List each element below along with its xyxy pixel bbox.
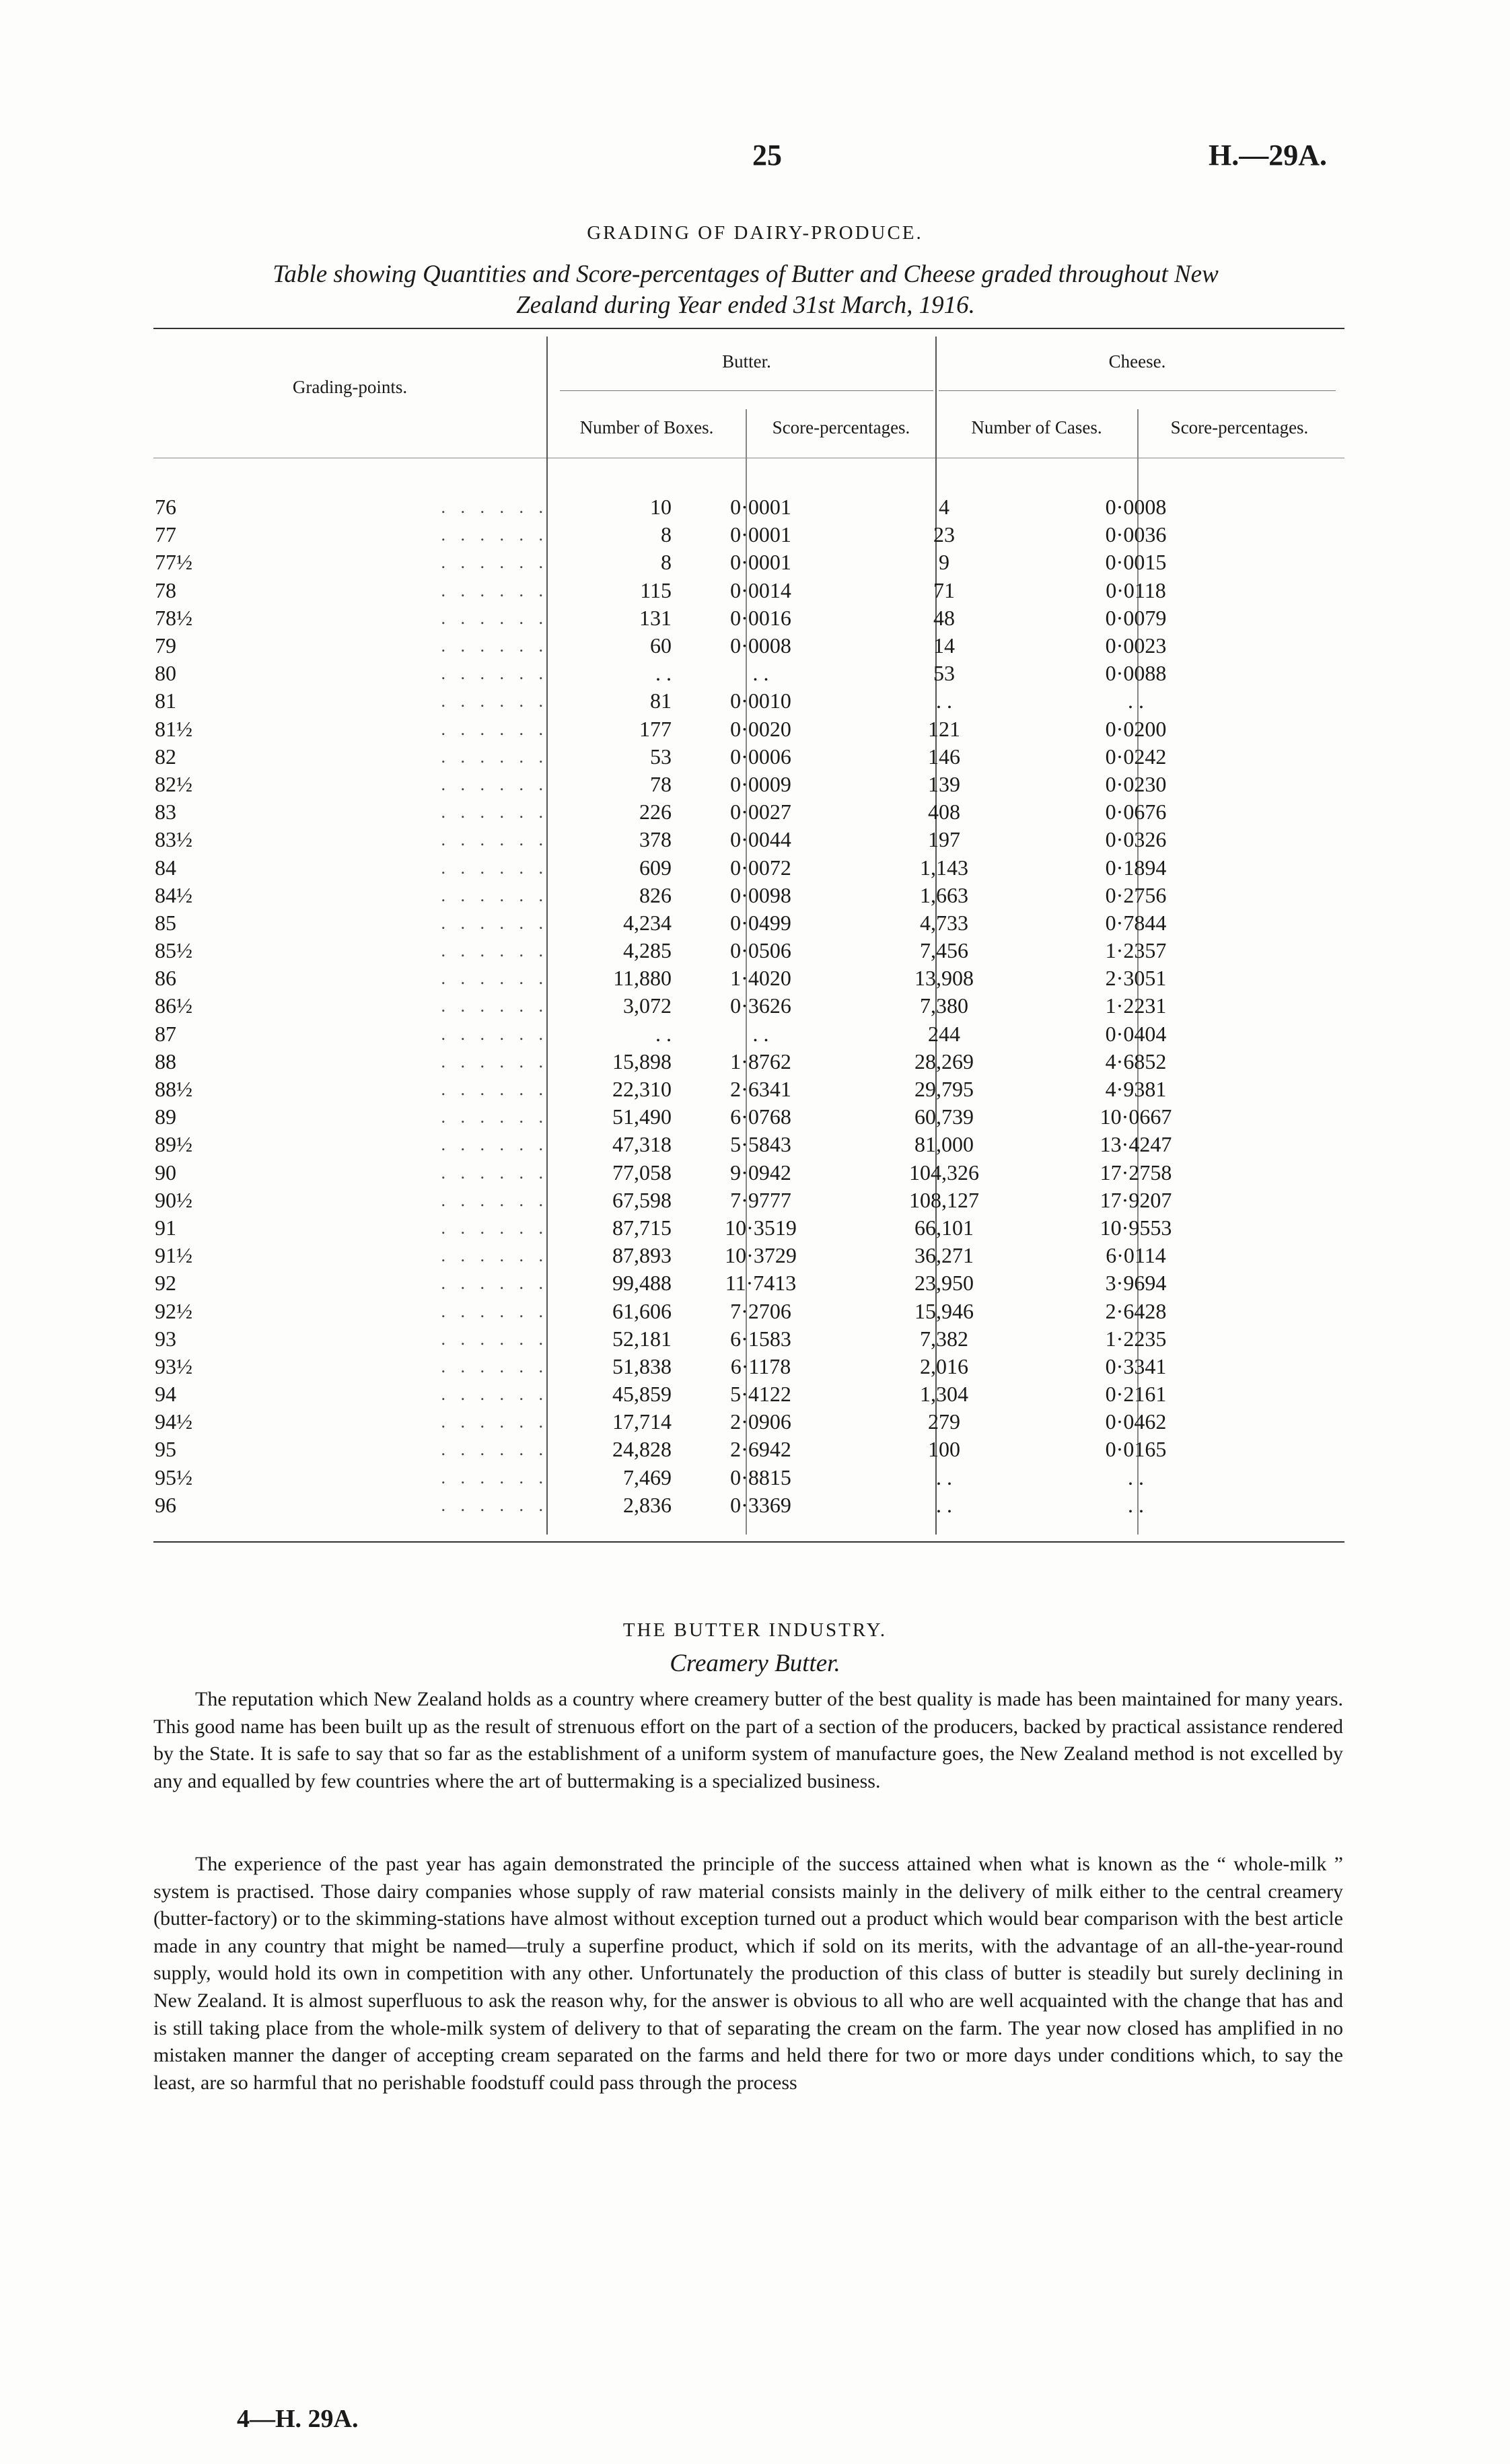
cases-count: 81,000 [914, 1132, 974, 1157]
boxes-count: 115 [640, 577, 672, 602]
grading-point: 95 [155, 1437, 176, 1462]
leader-dots: . . . . . . [441, 1218, 548, 1238]
butter-score: 2·6341 [730, 1077, 791, 1102]
cheese-score: 1·2231 [1105, 993, 1167, 1018]
butter-score: . . [752, 661, 769, 686]
grading-point: 96 [155, 1492, 176, 1517]
leader-dots: . . . . . . [441, 746, 548, 767]
boxes-count: 226 [639, 800, 672, 824]
cheese-score: 0·7844 [1105, 910, 1167, 935]
cases-count: 48 [933, 605, 955, 630]
cases-count: 71 [933, 577, 955, 602]
boxes-count: 3,072 [623, 993, 672, 1018]
butter-score: 0·0098 [730, 882, 791, 907]
leader-dots: . . . . . . [441, 497, 548, 518]
header-boxes: Number of Boxes. [579, 417, 714, 437]
table-row [155, 1187, 1233, 1214]
cheese-score: 0·0462 [1105, 1409, 1167, 1434]
grading-point: 91½ [155, 1243, 192, 1268]
cheese-score: . . [1128, 1492, 1144, 1517]
cases-count: 1,304 [920, 1382, 968, 1407]
boxes-count: 2,836 [623, 1492, 672, 1517]
table-row [155, 798, 1233, 826]
boxes-count: 99,488 [612, 1271, 672, 1296]
cheese-score: 0·0008 [1105, 495, 1167, 520]
table-row [155, 1464, 1233, 1491]
cases-count: 1,663 [920, 882, 968, 907]
leader-dots: . . . . . . [441, 885, 548, 905]
table-row [155, 1325, 1233, 1353]
butter-score: 0·0014 [730, 577, 791, 602]
butter-score: 0·0006 [730, 744, 791, 769]
header-cheese: Cheese. [1108, 351, 1166, 372]
cases-count: 139 [928, 771, 960, 796]
table-row [155, 1048, 1233, 1076]
boxes-count: 609 [639, 855, 672, 880]
boxes-count: 87,893 [612, 1243, 672, 1268]
grading-point: 85½ [155, 938, 192, 963]
boxes-count: 8 [661, 522, 672, 547]
paragraph-1-text: The reputation which New Zealand holds as a country where creamery butter of the best quality is made has been maintained for many years. This good name has been built up as the result of strenuous effort on the part of a section of the producers, backed by practical assistance rendered by the State. It is safe to say that so far as the establishment of a uniform system of manufacture goes, the New Zealand method is not excelled by any and equalled by few countries where the art of buttermaking is a specialized business. [153, 1688, 1343, 1792]
section-title: GRADING OF DAIRY-PRODUCE. [587, 222, 923, 244]
boxes-count: 60 [650, 633, 672, 658]
grading-point: 88 [155, 1049, 176, 1073]
leader-dots: . . . . . . [441, 1080, 548, 1100]
cheese-score: 0·0676 [1105, 800, 1167, 824]
leader-dots: . . . . . . [441, 1162, 548, 1183]
grading-point: 81½ [155, 716, 192, 741]
table-row [155, 549, 1233, 576]
boxes-count: 51,490 [612, 1104, 672, 1129]
boxes-count: 67,598 [612, 1187, 672, 1212]
grading-point: 87 [155, 1021, 176, 1046]
grading-point: 86 [155, 966, 176, 991]
cases-count: 100 [928, 1437, 960, 1462]
cases-count: 15,946 [914, 1298, 974, 1323]
cases-count: 53 [933, 661, 955, 686]
leader-dots: . . . . . . [441, 830, 548, 850]
header-grading-points: Grading-points. [292, 377, 408, 397]
cheese-score: 0·0230 [1105, 771, 1167, 796]
leader-dots: . . . . . . [441, 1301, 548, 1321]
cases-count: 36,271 [914, 1243, 974, 1268]
leader-dots: . . . . . . [441, 1246, 548, 1266]
grading-point: 82 [155, 744, 176, 769]
leader-dots: . . . . . . [441, 1329, 548, 1349]
butter-score: 0·3626 [730, 993, 791, 1018]
table-row [155, 826, 1233, 853]
table-row [155, 687, 1233, 715]
table-row [155, 1076, 1233, 1103]
butter-score: 1·8762 [730, 1049, 791, 1073]
boxes-count: 51,838 [612, 1353, 672, 1378]
grading-point: 90 [155, 1160, 176, 1185]
boxes-count: 78 [650, 771, 672, 796]
cases-count: 4,733 [920, 910, 968, 935]
leader-dots: . . . . . . [441, 664, 548, 684]
boxes-count: 826 [639, 882, 672, 907]
grading-point: 93 [155, 1326, 176, 1351]
butter-score: 0·0016 [730, 605, 791, 630]
cheese-score: 10·0667 [1100, 1104, 1172, 1129]
cheese-group-rule [939, 390, 1336, 391]
butter-score: 0·0020 [730, 716, 791, 741]
table-row [155, 660, 1233, 687]
cheese-score: 13·4247 [1100, 1132, 1172, 1157]
table-row [155, 1214, 1233, 1242]
cases-count: 197 [928, 827, 960, 852]
cases-count: 146 [928, 744, 960, 769]
butter-score: 7·2706 [730, 1298, 791, 1323]
cases-count: 7,380 [920, 993, 968, 1018]
table-row [155, 1436, 1233, 1463]
caption-line-2: Zealand during Year ended 31st March, 1916. [516, 291, 975, 319]
cheese-score: 17·9207 [1100, 1187, 1172, 1212]
grading-point: 88½ [155, 1077, 192, 1102]
table-bottom-rule [153, 1541, 1344, 1543]
page-number: 25 [752, 139, 782, 172]
table-row [155, 521, 1233, 549]
grading-point: 84½ [155, 882, 192, 907]
grading-point: 95½ [155, 1465, 192, 1489]
grading-point: 78½ [155, 605, 192, 630]
cheese-score: 0·0023 [1105, 633, 1167, 658]
table-row [155, 1131, 1233, 1158]
leader-dots: . . . . . . [441, 1356, 548, 1376]
butter-score: 0·0010 [730, 689, 791, 713]
butter-score: 6·1583 [730, 1326, 791, 1351]
paragraph-2-text: The experience of the past year has again demonstrated the principle of the success attained when what is known as the “ whole-milk ” system is practised. Those dairy companies whose supply of raw material consists mainly in the delivery of milk either to the central creamery (butter-factory) or to the skimming-stations have almost without exception turned out a product which would bear comparison with the best article made in any country that might be named—truly a superfine product, which if sold on its merits, with the advantage of an all-the-year-round supply, would hold its own in competition with any other. Unfortunately the production of this class of butter is steadily but surely declining in New Zealand. It is almost superfluous to ask the reason why, for the answer is obvious to all who are well acquainted with the change that has and is still taking place from the whole-milk system of delivery to that of separating the cream on the farm. The year now closed has amplified in no mistaken manner the danger of accepting cream separated on the farms and held there for two or more days under conditions which, to say the least, are so harmful that no perishable foodstuff could pass through the process [153, 1853, 1343, 2094]
document-reference: H.—29A. [1209, 139, 1327, 172]
cheese-score: 0·0200 [1105, 716, 1167, 741]
cheese-score: 1·2357 [1105, 938, 1167, 963]
table-row [155, 1297, 1233, 1325]
cheese-score: 0·0088 [1105, 661, 1167, 686]
grading-point: 93½ [155, 1353, 192, 1378]
leader-dots: . . . . . . [441, 941, 548, 961]
header-cheese-score: Score-percentages. [1170, 417, 1309, 437]
footer-signature: 4—H. 29A. [237, 2405, 359, 2433]
leader-dots: . . . . . . [441, 1467, 548, 1487]
cheese-score: 0·3341 [1105, 1353, 1167, 1378]
table-row [155, 771, 1233, 798]
header-butter-score: Score-percentages. [772, 417, 910, 437]
boxes-count: 131 [639, 605, 672, 630]
grading-point: 76 [155, 495, 176, 520]
leader-dots: . . . . . . [441, 969, 548, 989]
butter-score: 0·0044 [730, 827, 791, 852]
cases-count: . . [936, 1492, 952, 1517]
cheese-score: 0·0165 [1105, 1437, 1167, 1462]
butter-score: 0·3369 [730, 1492, 791, 1517]
boxes-count: 4,234 [623, 910, 672, 935]
leader-dots: . . . . . . [441, 525, 548, 545]
grading-point: 94½ [155, 1409, 192, 1434]
cases-count: 121 [928, 716, 960, 741]
butter-score: 0·0008 [730, 633, 791, 658]
table-caption [153, 259, 1338, 321]
butter-score: 7·9777 [730, 1187, 791, 1212]
grading-point: 92½ [155, 1298, 192, 1323]
grading-point: 83½ [155, 827, 192, 852]
cases-count: 7,456 [920, 938, 968, 963]
butter-group-rule [560, 390, 933, 391]
header-cases: Number of Cases. [971, 417, 1102, 437]
grading-point: 81 [155, 689, 176, 713]
table-row [155, 964, 1233, 992]
cheese-score: 0·2161 [1105, 1382, 1167, 1407]
boxes-count: . . [655, 1021, 672, 1046]
cases-count: 4 [939, 495, 949, 520]
table-row [155, 1020, 1233, 1048]
grading-point: 80 [155, 661, 176, 686]
table-row [155, 493, 1233, 521]
grading-point: 92 [155, 1271, 176, 1296]
leader-dots: . . . . . . [441, 580, 548, 600]
cheese-score: 4·9381 [1105, 1077, 1167, 1102]
table-row [155, 1242, 1233, 1269]
cheese-score: 0·0015 [1105, 550, 1167, 575]
cheese-score: 0·2756 [1105, 882, 1167, 907]
butter-score: 0·0027 [730, 800, 791, 824]
butter-score: 0·8815 [730, 1465, 791, 1489]
cheese-score: 2·3051 [1105, 966, 1167, 991]
cheese-score: 0·0404 [1105, 1021, 1167, 1046]
butter-score: 0·0001 [730, 495, 791, 520]
table-row [155, 577, 1233, 604]
leader-dots: . . . . . . [441, 774, 548, 794]
cases-count: 14 [933, 633, 955, 658]
paragraph-2 [153, 1851, 1343, 2097]
leader-dots: . . . . . . [441, 1024, 548, 1044]
grading-table [155, 493, 1233, 1519]
butter-score: 6·0768 [730, 1104, 791, 1129]
cheese-score: 1·2235 [1105, 1326, 1167, 1351]
boxes-count: 4,285 [623, 938, 672, 963]
leader-dots: . . . . . . [441, 1495, 548, 1515]
butter-score: 0·0072 [730, 855, 791, 880]
table-row [155, 937, 1233, 964]
leader-dots: . . . . . . [441, 691, 548, 711]
grading-point: 77 [155, 522, 176, 547]
cases-count: 108,127 [909, 1187, 979, 1212]
cases-count: 23,950 [914, 1271, 974, 1296]
leader-dots: . . . . . . [441, 1190, 548, 1210]
grading-point: 91 [155, 1215, 176, 1240]
leader-dots: . . . . . . [441, 996, 548, 1016]
butter-score: 2·0906 [730, 1409, 791, 1434]
cases-count: 28,269 [914, 1049, 974, 1073]
grading-point: 77½ [155, 550, 192, 575]
grading-point: 85 [155, 910, 176, 935]
table-row [155, 853, 1233, 881]
boxes-count: 378 [639, 827, 672, 852]
cases-count: . . [936, 689, 952, 713]
boxes-count: 15,898 [612, 1049, 672, 1073]
table-row [155, 1353, 1233, 1380]
boxes-count: . . [655, 661, 672, 686]
butter-score: 0·0499 [730, 910, 791, 935]
cheese-score: 0·0036 [1105, 522, 1167, 547]
boxes-count: 8 [661, 550, 672, 575]
butter-score: 2·6942 [730, 1437, 791, 1462]
cheese-score: 0·0242 [1105, 744, 1167, 769]
leader-dots: . . . . . . [441, 553, 548, 573]
cases-count: 244 [928, 1021, 960, 1046]
table-row [155, 909, 1233, 937]
butter-score: 11·7413 [725, 1271, 797, 1296]
cases-count: 23 [933, 522, 955, 547]
grading-point: 90½ [155, 1187, 192, 1212]
cheese-score: 6·0114 [1106, 1243, 1166, 1268]
cases-count: 9 [939, 550, 949, 575]
table-row [155, 1159, 1233, 1187]
boxes-count: 10 [650, 495, 672, 520]
leader-dots: . . . . . . [441, 608, 548, 628]
butter-score: 0·0009 [730, 771, 791, 796]
table-row [155, 715, 1233, 743]
table-row [155, 1103, 1233, 1131]
leader-dots: . . . . . . [441, 636, 548, 656]
table-row [155, 1408, 1233, 1436]
grading-point: 79 [155, 633, 176, 658]
cheese-score: 0·0326 [1105, 827, 1167, 852]
boxes-count: 45,859 [612, 1382, 672, 1407]
table-row [155, 743, 1233, 771]
cheese-score: 2·6428 [1105, 1298, 1167, 1323]
grading-point: 84 [155, 855, 176, 880]
cheese-score: 0·1894 [1105, 855, 1167, 880]
leader-dots: . . . . . . [441, 719, 548, 739]
leader-dots: . . . . . . [441, 913, 548, 933]
cases-count: 13,908 [914, 966, 974, 991]
cases-count: 66,101 [914, 1215, 974, 1240]
leader-dots: . . . . . . [441, 1273, 548, 1294]
grading-point: 89½ [155, 1132, 192, 1157]
butter-score: 0·0506 [730, 938, 791, 963]
leader-dots: . . . . . . [441, 1135, 548, 1155]
table-row [155, 604, 1233, 632]
boxes-count: 24,828 [612, 1437, 672, 1462]
boxes-count: 52,181 [612, 1326, 672, 1351]
article-title: THE BUTTER INDUSTRY. [622, 1619, 888, 1641]
cases-count: 408 [928, 800, 960, 824]
grading-point: 83 [155, 800, 176, 824]
table-row [155, 992, 1233, 1020]
table-row [155, 882, 1233, 909]
table-row [155, 1380, 1233, 1408]
cases-count: 7,382 [920, 1326, 968, 1351]
cheese-score: . . [1128, 1465, 1144, 1489]
cases-count: 29,795 [914, 1077, 974, 1102]
boxes-count: 177 [639, 716, 672, 741]
table-row [155, 632, 1233, 660]
table-top-rule [153, 328, 1344, 329]
butter-score: 5·5843 [730, 1132, 791, 1157]
butter-score: 5·4122 [730, 1382, 791, 1407]
grading-point: 86½ [155, 993, 192, 1018]
butter-score: 9·0942 [730, 1160, 791, 1185]
boxes-count: 77,058 [612, 1160, 672, 1185]
leader-dots: . . . . . . [441, 1384, 548, 1405]
table-row [155, 1491, 1233, 1519]
leader-dots: . . . . . . [441, 1412, 548, 1432]
cheese-score: 0·0079 [1105, 605, 1167, 630]
leader-dots: . . . . . . [441, 857, 548, 878]
cheese-score: 10·9553 [1100, 1215, 1172, 1240]
article-subtitle: Creamery Butter. [670, 1650, 840, 1677]
table-row [155, 1269, 1233, 1297]
cheese-score: . . [1128, 689, 1144, 713]
butter-score: 10·3519 [725, 1215, 797, 1240]
grading-point: 78 [155, 577, 176, 602]
butter-score: 10·3729 [725, 1243, 797, 1268]
boxes-count: 87,715 [612, 1215, 672, 1240]
grading-point: 89 [155, 1104, 176, 1129]
header-butter: Butter. [722, 351, 771, 372]
boxes-count: 81 [650, 689, 672, 713]
cheese-score: 0·0118 [1106, 577, 1166, 602]
paragraph-1 [153, 1686, 1343, 1795]
cheese-score: 3·9694 [1105, 1271, 1167, 1296]
cheese-score: 17·2758 [1100, 1160, 1172, 1185]
butter-score: 0·0001 [730, 550, 791, 575]
boxes-count: 7,469 [623, 1465, 672, 1489]
cases-count: 60,739 [914, 1104, 974, 1129]
butter-score: . . [752, 1021, 769, 1046]
cases-count: 104,326 [909, 1160, 979, 1185]
boxes-count: 17,714 [612, 1409, 672, 1434]
leader-dots: . . . . . . [441, 802, 548, 822]
butter-score: 1·4020 [730, 966, 791, 991]
boxes-count: 22,310 [612, 1077, 672, 1102]
grading-point: 94 [155, 1382, 176, 1407]
boxes-count: 53 [650, 744, 672, 769]
cases-count: 279 [928, 1409, 960, 1434]
caption-line-1: Table showing Quantities and Score-percentages of Butter and Cheese graded throughout New [273, 260, 1219, 288]
butter-score: 0·0001 [730, 522, 791, 547]
butter-score: 6·1178 [730, 1353, 791, 1378]
boxes-count: 61,606 [612, 1298, 672, 1323]
leader-dots: . . . . . . [441, 1107, 548, 1127]
boxes-count: 11,880 [613, 966, 672, 991]
cases-count: 2,016 [920, 1353, 968, 1378]
leader-dots: . . . . . . [441, 1051, 548, 1071]
boxes-count: 47,318 [612, 1132, 672, 1157]
leader-dots: . . . . . . [441, 1440, 548, 1460]
cases-count: 1,143 [920, 855, 968, 880]
grading-point: 82½ [155, 771, 192, 796]
cheese-score: 4·6852 [1105, 1049, 1167, 1073]
cases-count: . . [936, 1465, 952, 1489]
